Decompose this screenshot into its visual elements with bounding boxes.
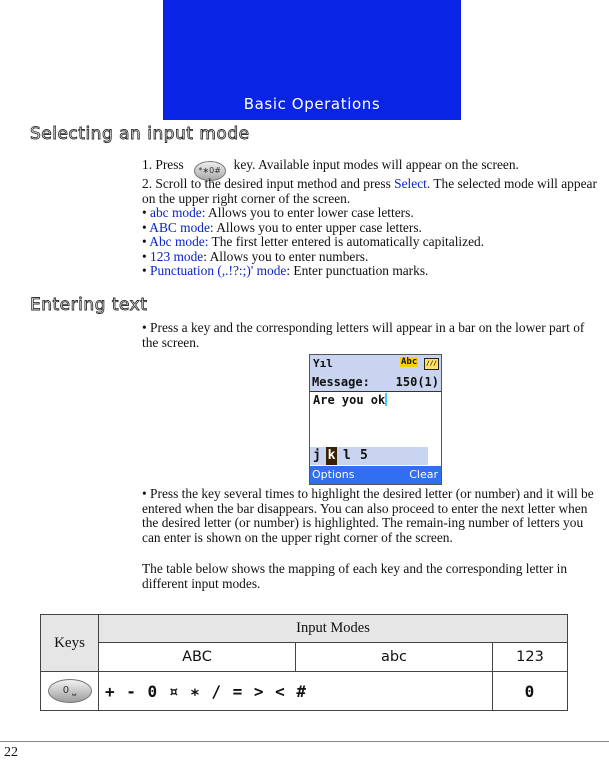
chapter-title: Basic Operations	[243, 95, 381, 113]
input-modes-header: Input Modes	[99, 615, 568, 643]
bullet-press-key: • Press a key and the corresponding letters will appear in a bar on the lower part of the screen.	[142, 320, 585, 350]
mode-list	[142, 206, 602, 279]
zero-key-icon: 0 ⎵	[48, 679, 92, 703]
list-item: • Punctuation (,.!?:;)' mode: Enter punctuation marks.	[142, 263, 429, 279]
char-counter: 150(1)	[395, 375, 439, 389]
mode-header-123: 123	[493, 643, 568, 672]
text-cursor	[385, 393, 387, 406]
message-header: Message: 150(1)	[310, 373, 441, 392]
step-2: 2. Scroll to the desired input method and press Select. The selected mode will appear on the upper right corner of the screen.	[142, 176, 597, 206]
keys-header: Keys	[41, 615, 99, 672]
phone-screen	[309, 354, 442, 485]
softkey-bar	[310, 466, 441, 484]
letter-option: j	[313, 448, 321, 463]
table-intro: The table below shows the mapping of each key and the corresponding letter in different input modes.	[142, 561, 568, 591]
number-mode-char: 0	[493, 672, 568, 711]
table-row	[41, 672, 568, 711]
letter-option: l	[343, 448, 351, 463]
mode-header-ABC: ABC	[99, 643, 296, 672]
list-item: • abc mode: Allows you to enter lower case letters.	[142, 205, 414, 220]
section-heading-input-mode: Selecting an input mode	[30, 124, 250, 144]
signal-icon: Yıl	[313, 357, 333, 370]
status-bar	[310, 355, 441, 373]
battery-icon: ///	[424, 358, 439, 370]
section-heading-entering-text: Entering text	[30, 295, 148, 315]
letter-option-highlighted: k	[327, 448, 336, 463]
clear-softkey[interactable]: Clear	[409, 468, 438, 481]
options-softkey[interactable]: Options	[312, 468, 355, 481]
message-text: Are you ok	[313, 393, 386, 407]
mode-header-abc: abc	[296, 643, 493, 672]
footer-divider	[0, 741, 609, 742]
letter-bar	[310, 447, 428, 465]
bullet-press-several-times: • Press the key several times to highlight the desired letter (or number) and it will be entered when the bar disappears. You can also proceed to enter the next letter when the desired letter (or number) is highlighted. The remain-ing number of letters you can enter is shown on the upper right corner of the screen.	[142, 486, 594, 545]
star-hash-key-icon: *∗0#	[194, 161, 226, 181]
list-item: • ABC mode: Allows you to enter upper case letters.	[142, 219, 422, 235]
select-keyword: Select	[394, 176, 427, 191]
letter-option: 5	[360, 448, 368, 463]
list-item: • 123 mode: Allows you to enter numbers.	[142, 248, 369, 264]
key-cell	[41, 672, 99, 711]
letter-mode-chars: + - 0 ¤ ∗ / = > < #	[99, 672, 493, 711]
step-1: 1. Press *∗0# key. Available input modes will appear on the screen.	[142, 158, 602, 181]
page-number: 22	[4, 745, 18, 760]
chapter-banner	[163, 0, 461, 120]
key-mapping-table	[40, 614, 568, 711]
list-item: • Abc mode: The first letter entered is automatically capitalized.	[142, 234, 485, 250]
input-mode-badge: Abc	[401, 357, 418, 367]
